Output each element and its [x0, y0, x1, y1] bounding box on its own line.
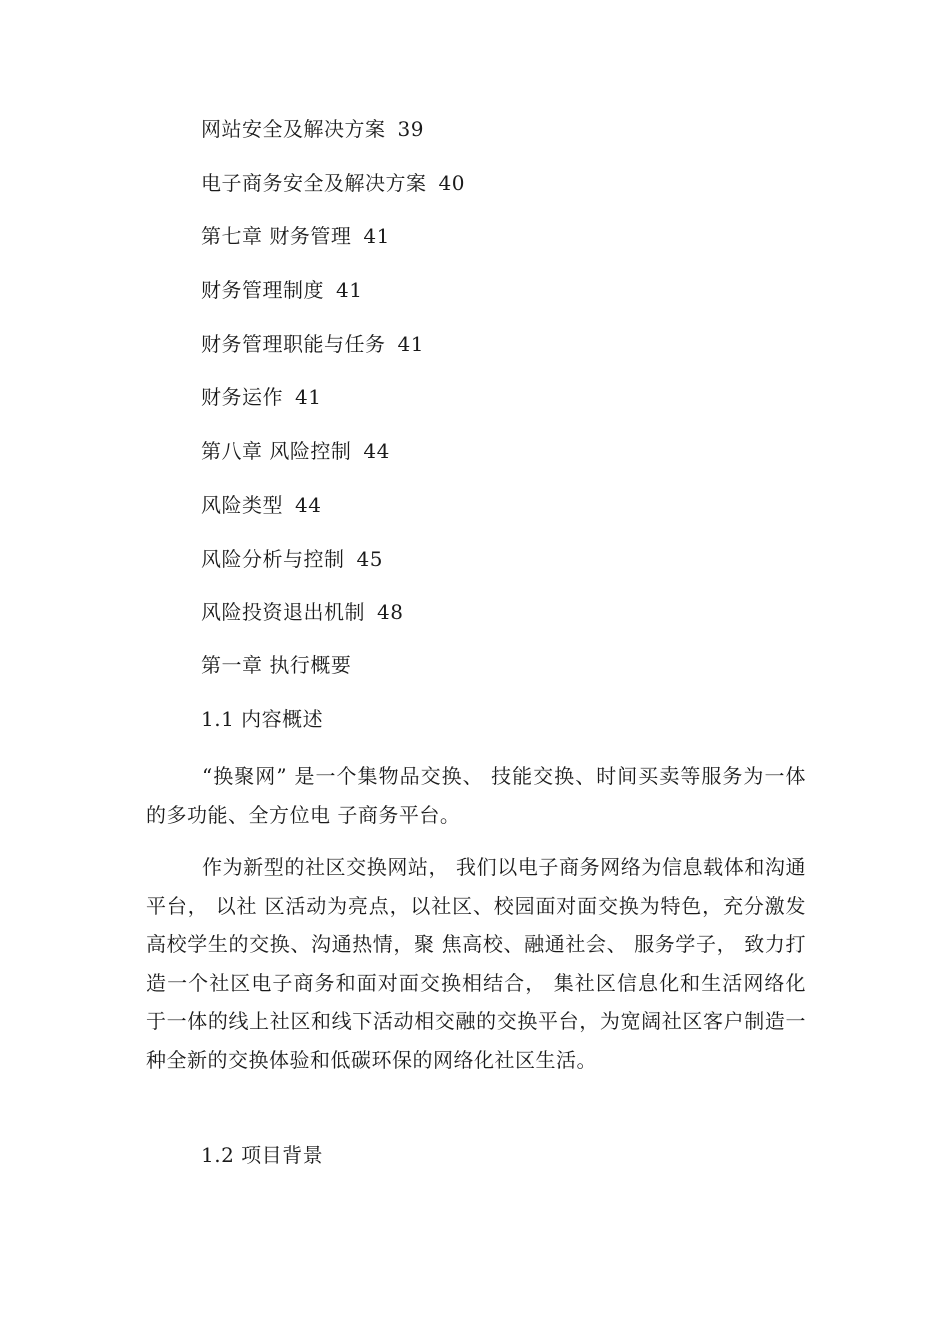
toc-entry-page: 44 — [295, 492, 322, 517]
toc-entry-page: 41 — [295, 385, 322, 410]
toc-entry — [201, 327, 465, 381]
toc-entry — [201, 166, 465, 220]
toc-entry-title: 第七章 财务管理 — [201, 224, 352, 249]
toc-entry-page: 39 — [397, 117, 424, 141]
toc-entry — [201, 219, 465, 273]
toc-entry-page: 44 — [363, 439, 390, 464]
toc-entry-page: 45 — [356, 546, 383, 571]
toc-entry — [201, 112, 465, 166]
toc-entry-page: 41 — [363, 224, 390, 249]
toc-entry-page: 48 — [377, 600, 404, 625]
toc-entry-title: 财务管理制度 — [201, 278, 324, 303]
toc-entry-title: 第八章 风险控制 — [201, 439, 352, 464]
toc-entry-title: 风险类型 — [201, 492, 283, 517]
body-paragraph-description: 作为新型的社区交换网站， 我们以电子商务网络为信息载体和沟通平台， 以社 区活动为亮点，以社区、校园面对面交换为特色，充分激发高校学生的交换、沟通热情，聚 焦高校、融通社会、 服务学子， 致力打造一个社区电子商务和面对面交换相结合， 集社区信息化和生活网络化于一体的线上社区和线下活动相交融的交换平台，为宽阔社区客户制造一 种全新的交换体验和低碳环保的网络化社区生活。 — [146, 855, 806, 1072]
toc-entry-title: 风险投资退出机制 — [201, 600, 365, 625]
toc-entry — [201, 488, 465, 542]
toc-entry-page: 40 — [438, 170, 465, 195]
section-heading-background: 1.2 项目背景 — [201, 1143, 324, 1167]
toc-entry — [201, 542, 465, 596]
toc-entry — [201, 595, 465, 649]
toc-entry — [201, 273, 465, 327]
toc-entry-title: 财务管理职能与任务 — [201, 331, 386, 356]
chapter-heading: 第一章 执行概要 — [201, 653, 352, 677]
section-heading-overview: 1.1 内容概述 — [201, 707, 324, 731]
body-paragraph-intro: “换聚网” 是一个集物品交换、 技能交换、时间买卖等服务为一体的多功能、全方位电 子商务平台。 — [146, 764, 806, 827]
toc-entry-title: 电子商务安全及解决方案 — [201, 170, 427, 195]
table-of-contents — [201, 112, 465, 649]
toc-entry-title: 网站安全及解决方案 — [201, 117, 386, 141]
toc-entry-title: 财务运作 — [201, 385, 283, 410]
toc-entry — [201, 434, 465, 488]
toc-entry-title: 风险分析与控制 — [201, 546, 345, 571]
toc-entry — [201, 380, 465, 434]
toc-entry-page: 41 — [336, 278, 363, 303]
toc-entry-page: 41 — [397, 331, 424, 356]
